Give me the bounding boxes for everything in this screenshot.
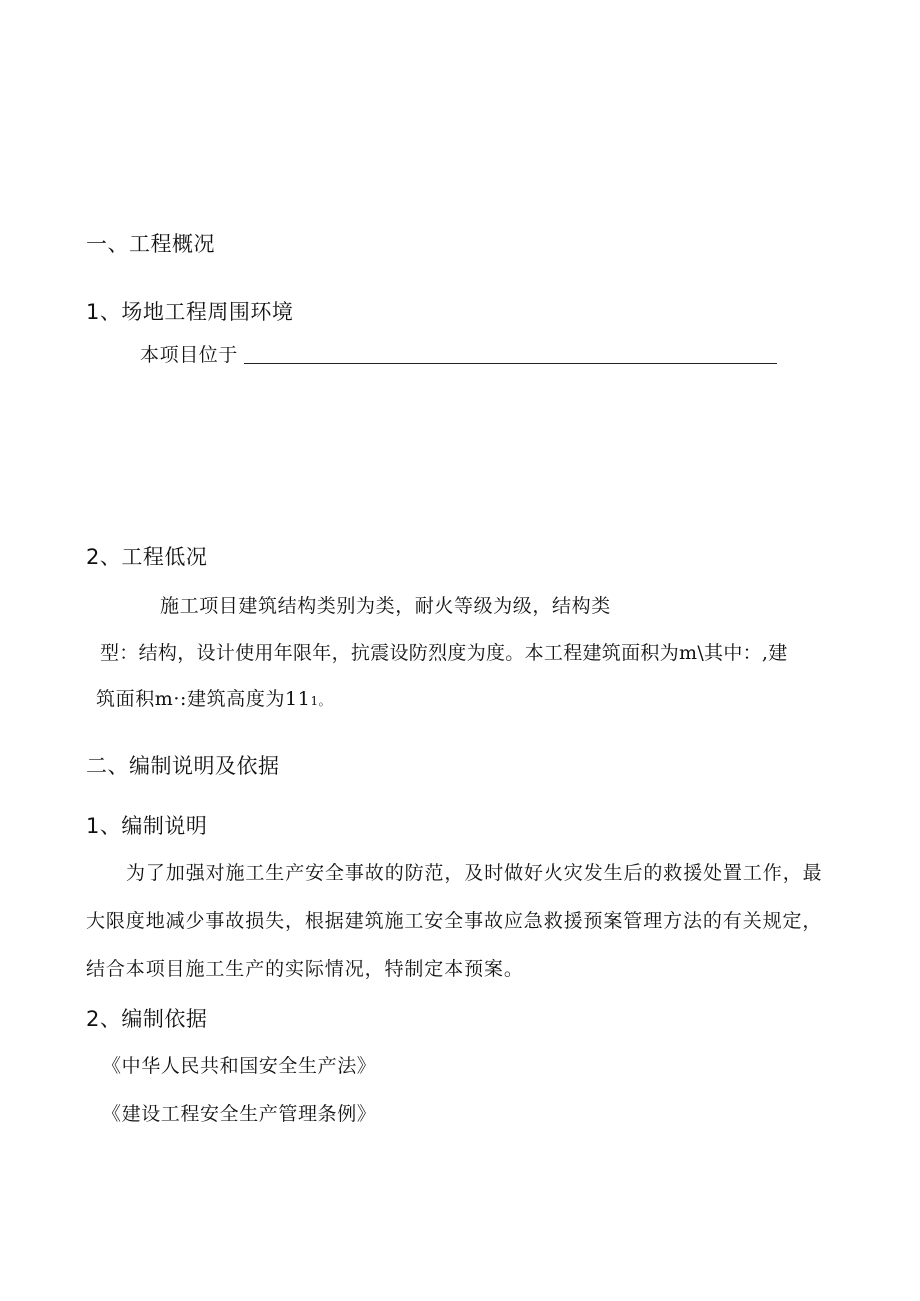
compile-note-line-1: 为了加强对施工生产安全事故的防范，及时做好火灾发生后的救援处置工作，最 xyxy=(126,862,823,884)
overview-paragraph-line-3 xyxy=(96,690,331,709)
subsection-2-2-title: 2、编制依据 xyxy=(86,1007,208,1031)
section-2-title: 二、编制说明及依据 xyxy=(86,754,280,778)
subsection-2-1-title: 1、编制说明 xyxy=(86,814,208,838)
subsection-1-2-title: 2、工程低况 xyxy=(86,545,208,569)
overview-paragraph-line-2: 型：结构，设计使用年限年，抗震设防烈度为度。本工程建筑面积为m\其中：,建 xyxy=(100,642,788,664)
section-1-title: 一、工程概况 xyxy=(86,232,215,256)
compile-note-line-2: 大限度地减少事故损失，根据建筑施工安全事故应急救援预案管理方法的有关规定， xyxy=(86,910,823,932)
overview-line-3-text: 筑面积m·:建筑高度为11 xyxy=(96,688,311,710)
compile-note-line-3: 结合本项目施工生产的实际情况，特制定本预案。 xyxy=(86,958,524,980)
subsection-1-1-title: 1、场地工程周围环境 xyxy=(86,300,294,324)
location-blank-line xyxy=(244,363,777,364)
reference-item: 《建设工程安全生产管理条例》 xyxy=(102,1103,377,1125)
overview-paragraph-line-1: 施工项目建筑结构类别为类，耐火等级为级，结构类 xyxy=(160,595,611,617)
reference-item: 《中华人民共和国安全生产法》 xyxy=(102,1055,377,1077)
location-label: 本项目位于 xyxy=(140,344,239,366)
overview-line-3-subscript: 1。 xyxy=(310,694,332,708)
